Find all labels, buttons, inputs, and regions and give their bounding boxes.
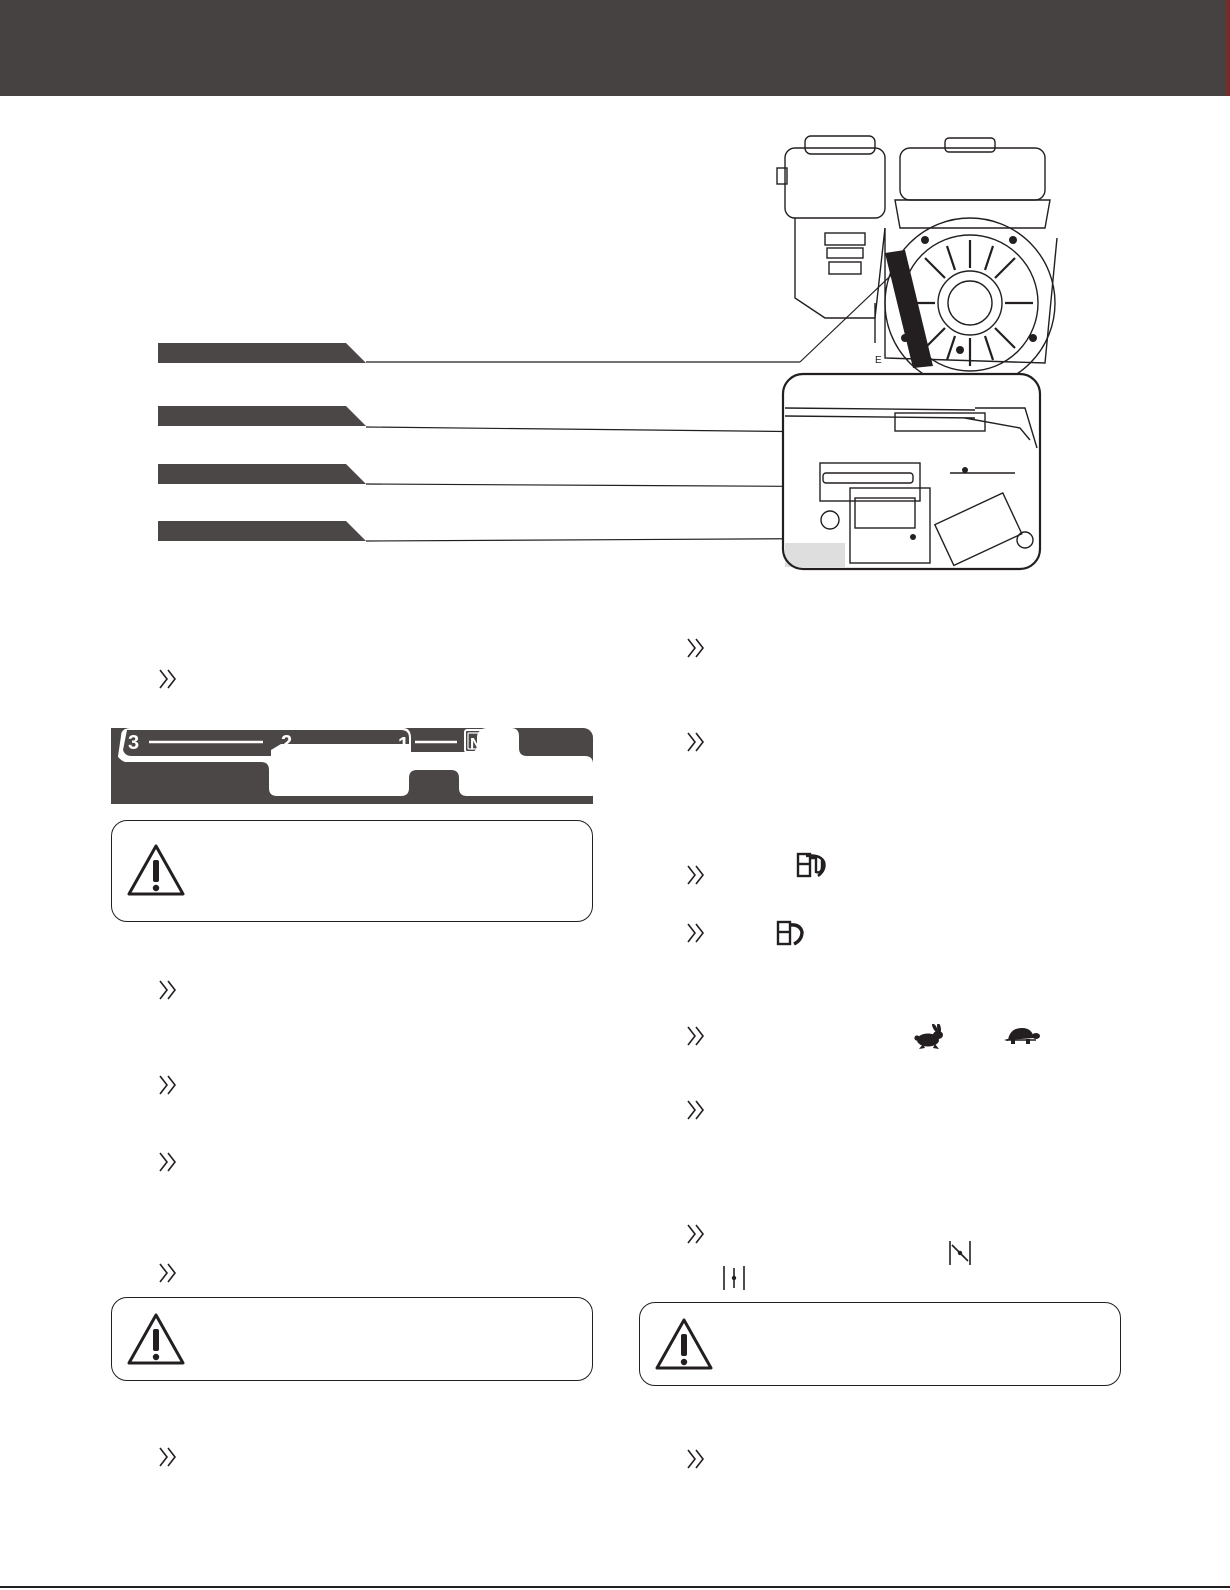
gear-1-label: 1 xyxy=(398,734,410,756)
rabbit-icon xyxy=(913,1024,945,1050)
chevron-double-right-icon xyxy=(686,1099,706,1121)
engine-mark-e: E xyxy=(875,355,882,366)
gear-n-label: N xyxy=(470,736,482,753)
chevron-double-right-icon xyxy=(686,731,706,753)
chevron-double-right-icon xyxy=(158,1446,178,1468)
fuel-pump-icon xyxy=(776,920,810,946)
callout-tab-2 xyxy=(158,406,368,426)
callout-tab-3 xyxy=(158,464,368,484)
choke-open-icon xyxy=(722,1264,746,1292)
chevron-double-right-icon xyxy=(158,1151,178,1173)
callout-tab-4 xyxy=(158,521,368,541)
warning-box-2 xyxy=(111,1297,593,1381)
chevron-double-right-icon xyxy=(158,1262,178,1284)
gear-r-label: R xyxy=(558,768,573,790)
gear-3-label: 3 xyxy=(128,732,140,754)
warning-box-1 xyxy=(111,820,593,922)
warning-box-3 xyxy=(639,1302,1121,1386)
chevron-double-right-icon xyxy=(158,979,178,1001)
chevron-double-right-icon xyxy=(686,922,706,944)
gear-shift-pattern xyxy=(111,728,593,804)
chevron-double-right-icon xyxy=(686,1223,706,1245)
warning-triangle-icon xyxy=(126,843,186,897)
warning-triangle-icon xyxy=(126,1312,186,1366)
chevron-double-right-icon xyxy=(686,1448,706,1470)
chevron-double-right-icon xyxy=(686,864,706,886)
warning-triangle-icon xyxy=(654,1317,714,1371)
choke-closed-icon xyxy=(948,1239,972,1267)
chevron-double-right-icon xyxy=(686,637,706,659)
gear-2-label: 2 xyxy=(281,732,293,754)
callout-tab-1 xyxy=(158,343,368,363)
footer-rule xyxy=(0,1586,1230,1588)
turtle-icon xyxy=(1004,1026,1040,1046)
fuel-pump-icon xyxy=(796,852,830,878)
chevron-double-right-icon xyxy=(158,1074,178,1096)
chevron-double-right-icon xyxy=(686,1025,706,1047)
chevron-double-right-icon xyxy=(158,668,178,690)
engine-illustration xyxy=(775,128,1075,588)
